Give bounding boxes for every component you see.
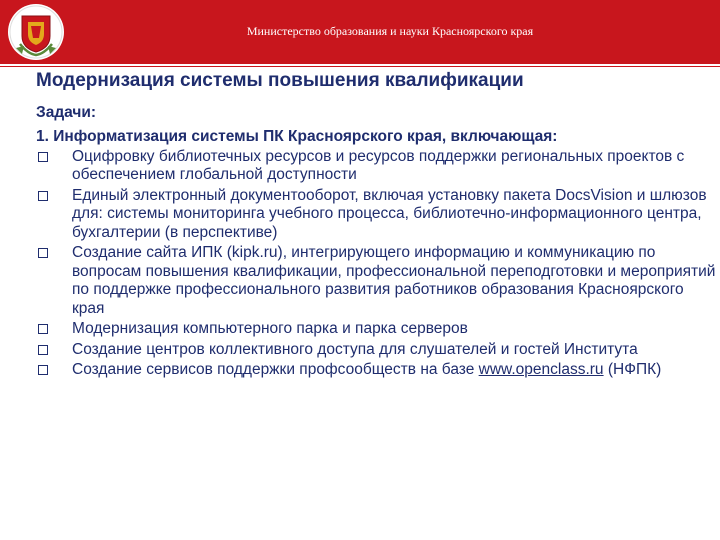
header-bar — [0, 0, 720, 64]
checkbox-bullet-icon — [38, 324, 48, 334]
header-divider — [0, 66, 720, 67]
slide-content — [36, 104, 716, 382]
checkbox-bullet-icon — [38, 152, 48, 162]
list-item-text: Создание сервисов поддержки профсообществ на базе — [72, 361, 479, 378]
slide-title: Модернизация системы повышения квалификации — [36, 70, 524, 91]
list-item-text: Создание центров коллективного доступа для слушателей и гостей Института — [72, 340, 638, 358]
checkbox-bullet-icon — [38, 191, 48, 201]
list-item — [36, 148, 716, 185]
list-item — [36, 361, 716, 380]
list-item — [36, 244, 716, 318]
tasks-label: Задачи: — [36, 104, 97, 121]
list-item-text-suffix: (НФПК) — [603, 361, 662, 378]
list-item-text: Модернизация компьютерного парка и парка серверов — [72, 320, 468, 337]
checkbox-bullet-icon — [38, 345, 48, 355]
list-item — [36, 320, 716, 339]
list-item-text: Создание сайта ИПК (kipk.ru), интегрирующего информацию и коммуникацию по вопросам повышения квалификации, профессиональной переподготовки и мероприятий по поддержке профессионального развития работников образования Красноярского края — [72, 244, 716, 317]
openclass-link[interactable]: www.openclass.ru — [478, 361, 604, 378]
list-item — [36, 187, 716, 243]
list-item — [36, 341, 716, 360]
list-item-text: Единый электронный документооборот, включая установку пакета DocsVision и шлюзов для: системы мониторинга учебного процесса, библиотечно-информационного центра, бухгалтерии (в перспективе) — [72, 186, 707, 241]
ministry-title: Министерство образования и науки Красноярского края — [246, 24, 534, 38]
bullet-list — [36, 148, 716, 380]
section-heading: 1. Информатизация системы ПК Красноярского края, включающая: — [36, 128, 558, 145]
checkbox-bullet-icon — [38, 365, 48, 375]
checkbox-bullet-icon — [38, 248, 48, 258]
list-item-text: Оцифровку библиотечных ресурсов и ресурсов поддержки региональных проектов с обеспечением глобальной доступности — [72, 147, 685, 183]
emblem-logo — [8, 4, 64, 60]
